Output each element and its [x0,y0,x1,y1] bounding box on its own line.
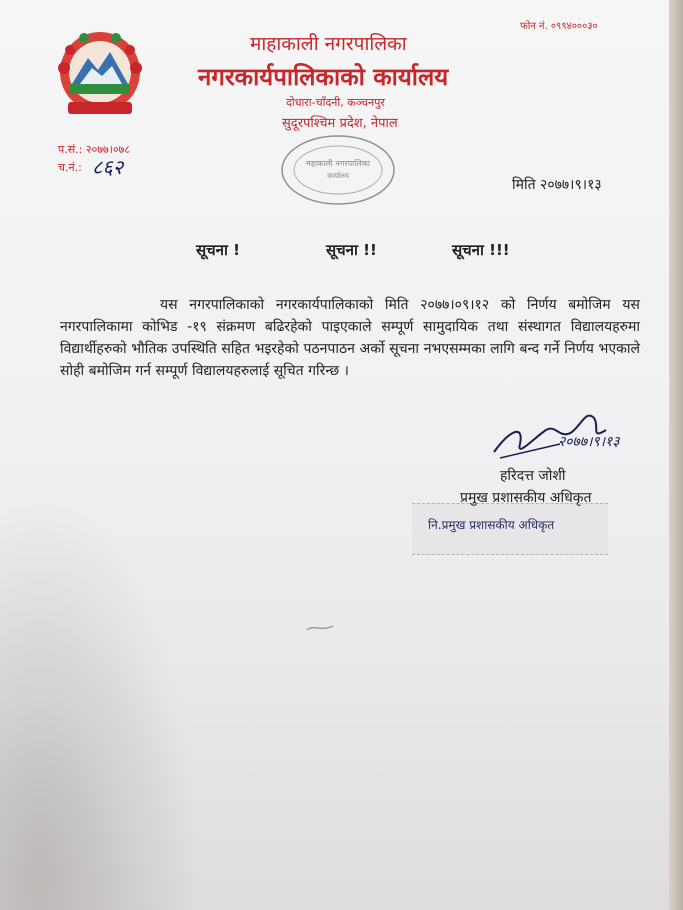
notice-heading-3: सूचना !!! [452,241,510,259]
page-edge [669,0,683,910]
office-address: दोधारा-चाँदनी, कञ्चनपुर [286,96,385,109]
signatory-title: प्रमुख प्रशासकीय अधिकृत [460,490,592,506]
signature-date: २०७७।९।१३ [558,434,620,450]
notice-body-text: यस नगरपालिकाको नगरकार्यपालिकाको मिति २०७७।०९।१२ को निर्णय बमोजिम यस नगरपालिकामा कोभिड -१९ संक्रमण बढिरहेको पाइएकाले सम्पूर्ण सामुदायिक तथा संस्थागत विद्यालयहरुमा विद्यार्थीहरुको भौतिक उपस्थिति सहित भइरहेको पठनपाठन अर्को सूचना नभएसम्मका लागि बन्द गर्ने निर्णय भएकाले सोही बमोजिम गर्न सम्पूर्ण विद्यालयहरुलाई सूचित गरिन्छ । [60,297,640,379]
ink-smudge-icon [305,622,335,634]
office-province: सुदूरपश्चिम प्रदेश, नेपाल [282,116,398,131]
office-seal-icon [278,132,398,208]
office-name: नगरकार्यपालिकाको कार्यालय [198,63,449,91]
dispatch-label: च.नं.: [58,161,82,174]
svg-text:कार्यालय: कार्यालय [327,172,349,180]
notice-heading-2: सूचना !! [326,241,377,259]
notice-body [60,294,640,382]
phone-number: फोन नं. ०९९४०००३० [520,21,598,32]
signatory-name: हरिदत्त जोशी [500,468,566,484]
nepal-emblem-icon [50,28,150,120]
signature-icon [490,400,650,464]
svg-text:महाकाली नगरपालिका: महाकाली नगरपालिका [306,159,370,168]
letter-date: मिति २०७७।९।१३ [512,177,602,193]
reference-number: प.सं.: २०७७।०७८ [58,143,131,156]
dispatch-number-handwritten: ८६२ [92,155,124,179]
municipality-name: माहाकाली नगरपालिका [250,33,407,55]
notice-heading-1: सूचना ! [196,241,240,259]
designation-stamp-text: नि.प्रमुख प्रशासकीय अधिकृत [428,518,555,532]
